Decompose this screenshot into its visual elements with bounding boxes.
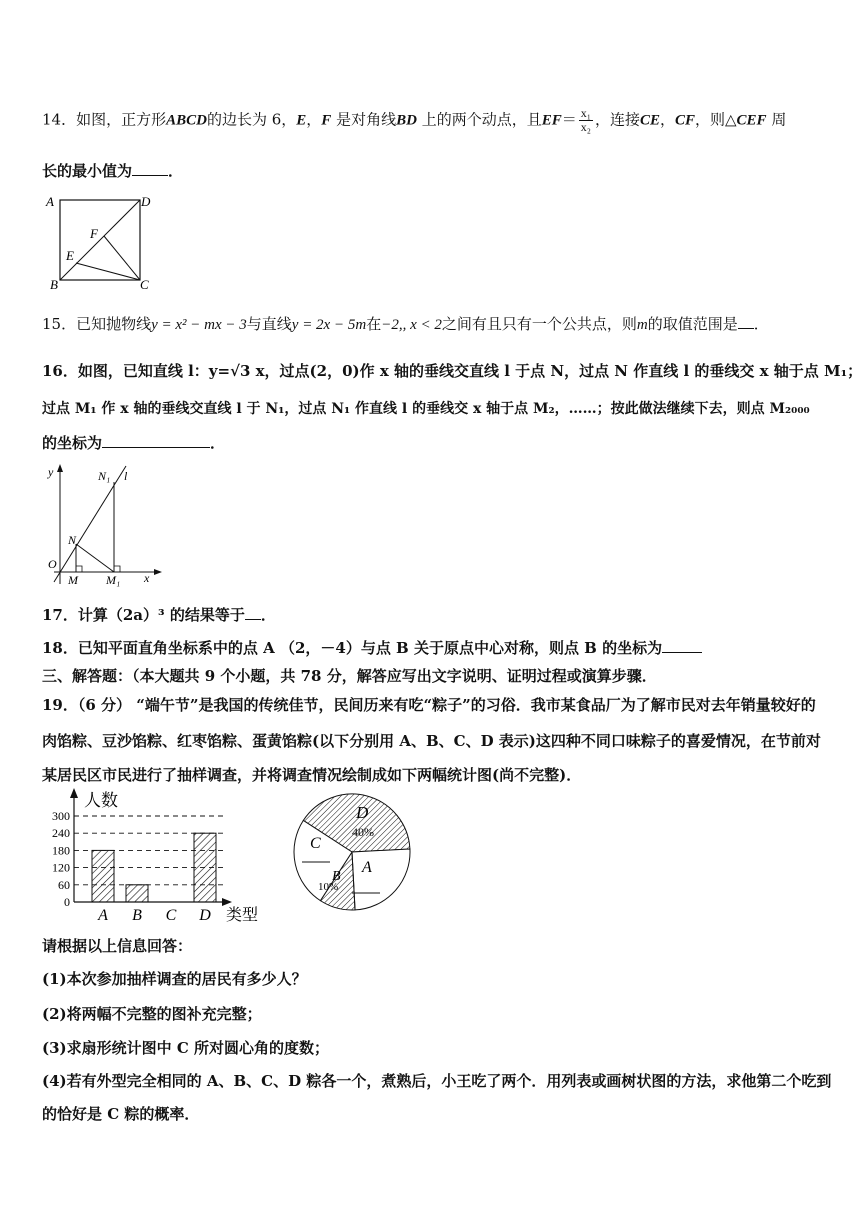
q19-line3: 某居民区市民进行了抽样调查，并将调查情况绘制成如下两幅统计图(尚不完整)．: [42, 766, 582, 784]
answer-blank[interactable]: [662, 638, 702, 653]
q19-line1: 19．（6 分） “端午节”是我国的传统佳节，民间历来有吃“粽子”的习俗．我市某食品厂为了解市民对去年销量较好的: [42, 696, 816, 714]
label-F: F: [90, 226, 98, 241]
pie-text-D: 40%: [352, 825, 374, 839]
label-N: N: [68, 533, 77, 547]
bar-ytick-label: 0: [64, 895, 70, 909]
bar-xlabel: 类型: [226, 905, 259, 924]
q19-part5: 的恰好是 C 粽的概率．: [42, 1105, 200, 1123]
pie-label-B: B: [332, 869, 341, 884]
q14-square-figure: [44, 192, 164, 292]
label-C: C: [140, 277, 149, 292]
bar-D: [194, 833, 216, 902]
q14-line1: 14．如图，正方形ABCD的边长为 6，E，F 是对角线BD 上的两个动点，且EF＝ $\frac{\text{x₁}}{\text{x₂}}$ ，连接CE，CF，则△CEF 周: [42, 106, 787, 134]
bar-chart: [38, 786, 278, 926]
label-l: l: [124, 469, 128, 483]
q19-part3: (3)求扇形统计图中 C 所对圆心角的度数；: [42, 1039, 330, 1057]
bar-A: [92, 850, 114, 902]
answer-blank[interactable]: [102, 433, 210, 448]
answer-blank[interactable]: [245, 605, 261, 620]
bar-xtick-label: C: [165, 907, 177, 924]
bar-ytick-label: 60: [58, 877, 70, 892]
label-N1: N₁: [98, 469, 111, 483]
bar-xtick-label: B: [132, 907, 142, 924]
label-y: y: [48, 465, 54, 479]
q17-line: 17．计算（2a）³ 的结果等于 ．: [42, 606, 276, 624]
label-O: O: [48, 557, 57, 571]
q16-line-figure: [40, 460, 170, 592]
q14-line2: 长的最小值为 ．: [42, 162, 184, 180]
pie-text-B: 10%: [318, 881, 339, 893]
bar-ytick-label: 120: [52, 860, 70, 875]
answer-blank[interactable]: [738, 314, 754, 329]
label-E: E: [66, 248, 74, 263]
q16-line3: 的坐标为 ．: [42, 434, 226, 452]
label-A: A: [46, 194, 54, 209]
pie-slice-A: [352, 849, 410, 910]
bar-ytick-label: 180: [52, 843, 70, 858]
q19-part4: (4)若有外型完全相同的 A、B、C、D 粽各一个，煮熟后，小王吃了两个．用列表或画树状图的方法，求他第二个吃到: [42, 1072, 832, 1090]
section-3-heading: 三、解答题：（本大题共 9 个小题，共 78 分，解答应写出文字说明、证明过程或演算步骤．: [42, 667, 657, 685]
pie-label-A: A: [362, 859, 372, 876]
q18-line: 18．已知平面直角坐标系中的点 A （2，－4）与点 B 关于原点中心对称，则点 B 的坐标为: [42, 637, 702, 658]
q19-line2: 肉馅粽、豆沙馅粽、红枣馅粽、蛋黄馅粽(以下分别用 A、B、C、D 表示)这四种不同口味粽子的喜爱情况，在节前对: [42, 732, 821, 750]
q16-line1: 16．如图，已知直线 l：y=√3 x，过点(2，0)作 x 轴的垂线交直线 l 于点 N，过点 N 作直线 l 的垂线交 x 轴于点 M₁；: [42, 362, 863, 380]
bar-ytick-label: 240: [52, 826, 70, 841]
q16-line2: 过点 M₁ 作 x 轴的垂线交直线 l 于 N₁，过点 N₁ 作直线 l 的垂线交 x 轴于点 M₂，……；按此做法继续下去，则点 M₂₀₀₀: [42, 401, 810, 417]
pie-chart: [290, 790, 420, 920]
label-B: B: [50, 277, 58, 292]
label-M: M: [68, 573, 78, 587]
bar-B: [126, 885, 148, 902]
q19-part1: (1)本次参加抽样调查的居民有多少人？: [42, 970, 307, 988]
answer-blank[interactable]: [132, 161, 168, 176]
q19-prompt: 请根据以上信息回答：: [42, 937, 193, 955]
q19-part2: (2)将两幅不完整的图补充完整；: [42, 1005, 262, 1023]
bar-xtick-label: A: [98, 907, 108, 924]
q15-line: 15．已知抛物线y = x² − mx − 3与直线y = 2x − 5m在−2,, x < 2之间有且只有一个公共点，则m的取值范围是 ．: [42, 315, 769, 333]
label-M1: M₁: [106, 573, 121, 587]
label-D: D: [141, 194, 151, 209]
bar-ylabel: 人数: [84, 791, 118, 811]
pie-label-D: D: [356, 803, 369, 822]
bar-ytick-label: 300: [52, 809, 70, 823]
bar-xtick-label: D: [199, 907, 211, 924]
pie-label-C: C: [310, 835, 321, 852]
label-x: x: [144, 571, 150, 585]
fraction: $\frac{\text{x₁}}{\text{x₂}}$: [580, 106, 591, 134]
